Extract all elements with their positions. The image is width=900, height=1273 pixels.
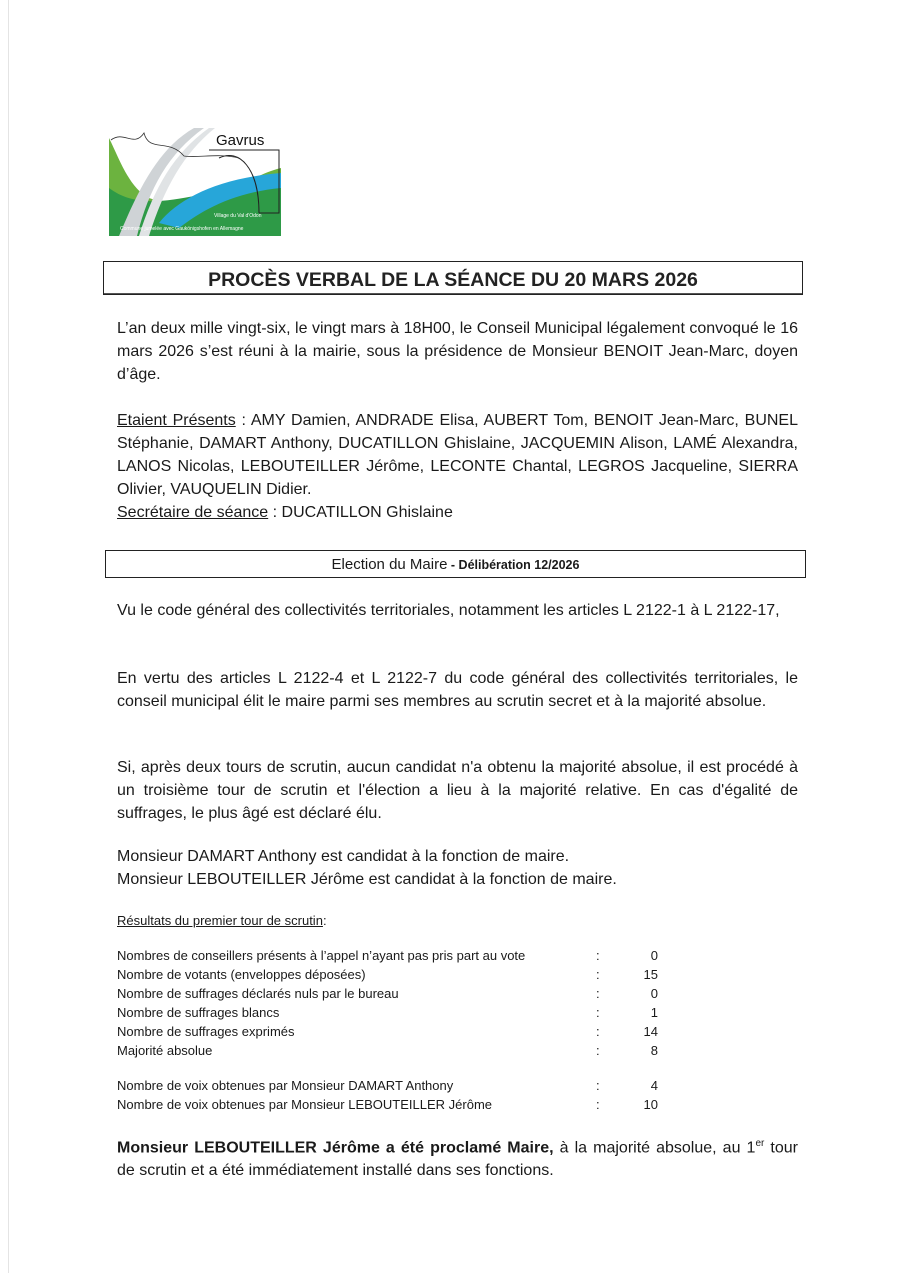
scan-edge: [8, 0, 9, 1273]
results-label: Nombre de suffrages déclarés nuls par le bureau: [117, 986, 399, 1001]
attendees-label: Etaient Présents: [117, 412, 236, 429]
results-value: 1: [650, 1005, 658, 1020]
section-header-box: [105, 550, 806, 578]
paragraph-code: Vu le code général des collectivités territoriales, notamment les articles L 2122-1 à L 2122-17,: [117, 602, 780, 619]
results-separator: :: [596, 1078, 600, 1093]
logo-subtitle: Village du Val d'Odon: [214, 213, 262, 219]
results-row: [117, 948, 662, 967]
results-title-colon: :: [322, 913, 327, 928]
results-row: [117, 1097, 662, 1116]
intro-paragraph: L’an deux mille vingt-six, le vingt mars à 18H00, le Conseil Municipal légalement convoqué le 16 mars 2026 s’est réuni à la mairie, sous la présidence de Monsieur BENOIT Jean-Marc, doyen d’âge.: [117, 320, 798, 383]
results-value: 4: [650, 1078, 658, 1093]
conclusion-sup: er: [755, 1138, 765, 1149]
results-separator: :: [596, 1024, 600, 1039]
candidate-1: Monsieur DAMART Anthony est candidat à la fonction de maire.: [117, 848, 570, 865]
results-title-text: Résultats du premier tour de scrutin: [117, 913, 323, 928]
conclusion: [117, 1132, 798, 1182]
title-box: [103, 261, 803, 295]
results-row: [117, 967, 662, 986]
results-label: Nombres de conseillers présents à l’appel n’ayant pas pris part au vote: [117, 948, 526, 963]
candidates: [117, 845, 798, 891]
results-separator: :: [596, 1005, 600, 1020]
results-row: [117, 1043, 662, 1062]
section-header: [106, 556, 805, 573]
secretary-name: : DUCATILLON Ghislaine: [268, 504, 453, 521]
results-label: Nombre de suffrages blancs: [117, 1005, 280, 1020]
conclusion-bold: Monsieur LEBOUTEILLER Jérôme a été proclamé Maire,: [117, 1139, 554, 1157]
results-row: [117, 1024, 662, 1043]
candidate-2: Monsieur LEBOUTEILLER Jérôme est candidat à la fonction de maire.: [117, 871, 617, 888]
results-label: Nombre de votants (enveloppes déposées): [117, 967, 366, 982]
results-value: 8: [650, 1043, 658, 1058]
results-label: Nombre de suffrages exprimés: [117, 1024, 295, 1039]
results-separator: :: [596, 948, 600, 963]
logo-twinning: Commune jumelée avec Gaukönigshofen en Allemagne: [120, 226, 244, 232]
results-value: 0: [650, 948, 658, 963]
results-label: Nombre de voix obtenues par Monsieur DAMART Anthony: [117, 1078, 454, 1093]
results-label: Majorité absolue: [117, 1043, 213, 1058]
page-title: PROCÈS VERBAL DE LA SÉANCE DU 20 MARS 2026: [208, 269, 698, 291]
results-separator: :: [596, 967, 600, 982]
results-title: [117, 913, 327, 928]
results-row: [117, 1078, 662, 1097]
results-value: 14: [643, 1024, 658, 1039]
secretary-label: Secrétaire de séance: [117, 504, 269, 521]
results-value: 10: [643, 1097, 658, 1112]
attendees-list: : AMY Damien, ANDRADE Elisa, AUBERT Tom, BENOIT Jean-Marc, BUNEL Stéphanie, DAMART Anthony, DUCATILLON Ghislaine, JACQUEMIN Alison, LAMÉ Alexandra, LANOS Nicolas, LEBOUTEILLER Jérôme, LECONTE Chantal, LEGROS Jacqueline, SIERRA Olivier, VAUQUELIN Didier.: [117, 412, 798, 498]
paragraph-rules: Si, après deux tours de scrutin, aucun candidat n'a obtenu la majorité absolue, il est procédé à un troisième tour de scrutin et l'élection a lieu à la majorité relative. En cas d'égalité de suffrages, le plus âgé est déclaré élu.: [117, 759, 798, 822]
results-separator: :: [596, 986, 600, 1001]
results-row: [117, 1005, 662, 1024]
attendees-paragraph: [117, 409, 798, 524]
results-label: Nombre de voix obtenues par Monsieur LEBOUTEILLER Jérôme: [117, 1097, 493, 1112]
logo-name: Gavrus: [216, 132, 265, 149]
deliberation-number: - Délibération 12/2026: [447, 558, 580, 572]
results-separator: :: [596, 1043, 600, 1058]
results-row: [117, 986, 662, 1005]
results-value: 0: [650, 986, 658, 1001]
conclusion-text-2: tour de scrutin et a été immédiatement installé dans ses fonctions.: [117, 1139, 799, 1180]
conclusion-text: à la majorité absolue, au 1: [553, 1139, 756, 1157]
results-separator: :: [596, 1097, 600, 1112]
paragraph-articles: En vertu des articles L 2122-4 et L 2122-7 du code général des collectivités territoriales, le conseil municipal élit le maire parmi ses membres au scrutin secret et à la majorité absolue.: [117, 670, 798, 710]
section-title: Election du Maire: [331, 556, 448, 573]
results-value: 15: [643, 967, 658, 982]
